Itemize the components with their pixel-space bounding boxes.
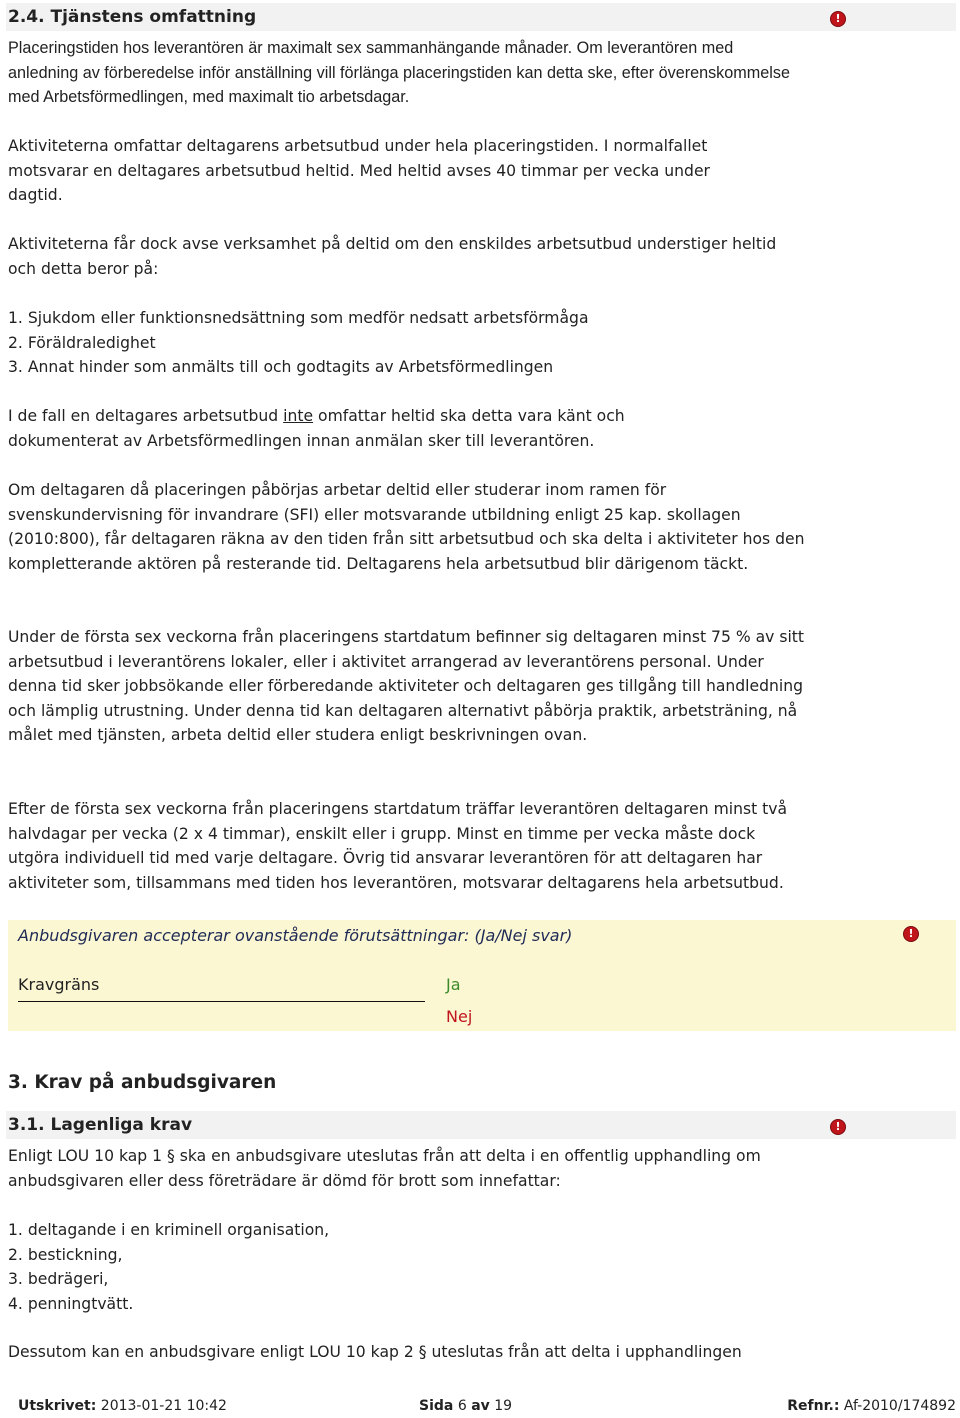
- text-after: omfattar heltid ska detta vara känt och dokumenterat av Arbetsförmedlingen innan anmälan sker till leverantören.: [8, 407, 625, 450]
- list-brott: [8, 1218, 808, 1316]
- section-header-3-1: [6, 1111, 956, 1139]
- printed-date: [18, 1398, 227, 1414]
- kravgrans-label: Kravgräns: [18, 975, 100, 994]
- answer-option-nej[interactable]: Nej: [446, 1007, 473, 1026]
- paragraph-lou-10-2: Dessutom kan en anbudsgivare enligt LOU 10 kap 2 § uteslutas från att delta i upphandlingen: [8, 1343, 742, 1361]
- list-item: 4. penningtvätt.: [8, 1294, 134, 1313]
- paragraph-arbetsutbud: Aktiviteterna omfattar deltagarens arbetsutbud under hela placeringstiden. I normalfallet motsvarar en deltagares arbetsutbud heltid. Med heltid avses 40 timmar per vecka under dagtid.: [8, 137, 710, 204]
- warning-icon: !: [904, 927, 918, 941]
- paragraph-placeringstid: Placeringstiden hos leverantören är maximalt sex sammanhängande månader. Om leverantören med anledning av förberedelse inför anställning vill förlänga placeringstiden kan detta ske, efter överenskommelse med Arbetsförmedlingen, med maximalt tio arbetsdagar.: [8, 39, 790, 106]
- requirement-question: Anbudsgivaren accepterar ovanstående förutsättningar: (Ja/Nej svar): [18, 926, 573, 945]
- paragraph-efter-veckorna: Efter de första sex veckorna från placeringens startdatum träffar leverantören deltagaren minst två halvdagar per vecka (2 x 4 timmar), enskilt eller i grupp. Minst en timme per vecka måste dock utgöra individuell tid med varje deltagare. Övrig tid ansvarar leverantören för att deltagaren har aktiviteter som, tillsammans med tiden hos leverantören, motsvarar deltagarens hela arbetsutbud.: [8, 800, 788, 892]
- underlined-word: inte: [283, 407, 314, 425]
- list-item: 1. Sjukdom eller funktionsnedsättning som medför nedsatt arbetsförmåga: [8, 309, 589, 327]
- list-deltid-reasons: [8, 306, 808, 380]
- printed-label: Utskrivet:: [18, 1398, 97, 1414]
- list-item: 3. bedrägeri,: [8, 1270, 109, 1288]
- list-item: 3. Annat hinder som anmälts till och godtagits av Arbetsförmedlingen: [8, 358, 554, 376]
- paragraph-forsta-veckorna: Under de första sex veckorna från placeringens startdatum befinner sig deltagaren minst 75 % av sitt arbetsutbud i leverantörens lokaler, eller i aktivitet arrangerad av leverantörens personal. Under denna tid sker jobbsökande eller förberedande aktiviteter och deltagaren ges tillgång till handledning och lämplig utrustning. Under denna tid kan deltagaren alternativt påbörja praktik, arbetsträning, nå målet med tjänsten, arbeta deltid eller studera enligt beskrivningen ovan.: [8, 628, 805, 744]
- page-of: av: [471, 1398, 490, 1414]
- list-item: 2. Föräldraledighet: [8, 333, 156, 352]
- section-header-2-4: [6, 3, 956, 31]
- section-title: 3.1. Lagenliga krav: [8, 1115, 193, 1135]
- reference-number: [787, 1398, 956, 1414]
- section-title: 2.4. Tjänstens omfattning: [8, 7, 257, 27]
- paragraph-sfi: Om deltagaren då placeringen påbörjas arbetar deltid eller studerar inom ramen för svenskundervisning för invandrare (SFI) eller motsvarande utbildning enligt 25 kap. skollagen (2010:800), får deltagaren räkna av den tiden från sitt arbetsutbud och ska delta i aktiviteter hos den kompletterande aktören på resterande tid. Deltagarens hela arbetsutbud blir därigenom täckt.: [8, 481, 805, 573]
- printed-value: 2013-01-21 10:42: [100, 1398, 227, 1414]
- page-footer: [0, 1398, 960, 1418]
- list-item: 1. deltagande i en kriminell organisation,: [8, 1221, 330, 1239]
- text-before: I de fall en deltagares arbetsutbud: [8, 407, 284, 425]
- ref-value: Af-2010/174892: [843, 1398, 956, 1414]
- list-item: 2. bestickning,: [8, 1245, 123, 1264]
- page-label: Sida: [419, 1398, 454, 1414]
- ref-label: Refnr.:: [787, 1398, 840, 1414]
- paragraph-dokumenterat: [8, 404, 688, 453]
- page-indicator: [419, 1398, 512, 1414]
- answer-line: [18, 1001, 425, 1002]
- paragraph-lou-10-1: Enligt LOU 10 kap 1 § ska en anbudsgivare uteslutas från att delta i en offentlig upphandling om anbudsgivaren eller dess företrädare är dömd för brott som innefattar:: [8, 1147, 761, 1190]
- page-number: 6: [457, 1398, 467, 1414]
- warning-icon: !: [831, 1120, 845, 1134]
- warning-icon: !: [831, 12, 845, 26]
- answer-option-ja[interactable]: Ja: [446, 975, 461, 994]
- section-heading-3: 3. Krav på anbudsgivaren: [8, 1072, 277, 1093]
- paragraph-deltid: Aktiviteterna får dock avse verksamhet på deltid om den enskildes arbetsutbud understiger heltid och detta beror på:: [8, 235, 777, 278]
- page-total: 19: [494, 1398, 513, 1414]
